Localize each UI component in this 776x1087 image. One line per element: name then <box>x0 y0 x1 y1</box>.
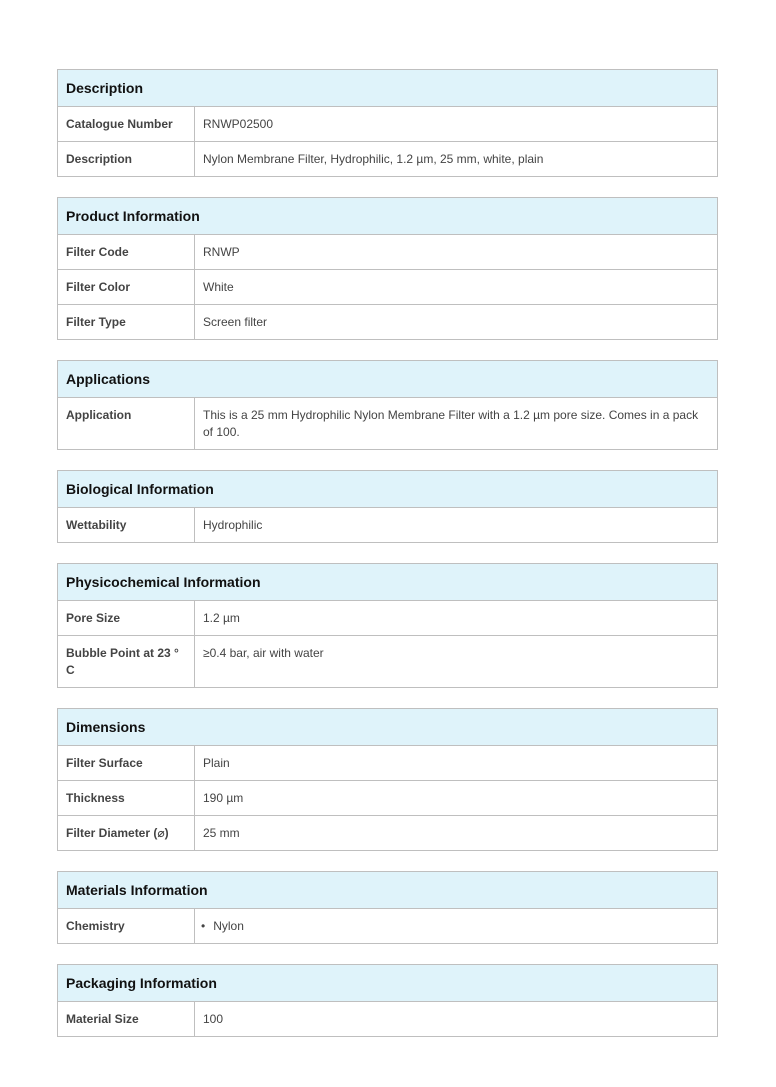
section-title: Applications <box>58 361 717 398</box>
row-label: Filter Type <box>58 305 195 339</box>
table-row <box>58 909 717 943</box>
row-value: 25 mm <box>203 826 240 840</box>
table-row <box>58 746 717 781</box>
table-row <box>58 270 717 305</box>
row-value: Hydrophilic <box>203 518 263 532</box>
bullet-icon: • <box>201 919 206 933</box>
row-label: Filter Diameter (⌀) <box>58 816 195 850</box>
section-title: Materials Information <box>58 872 717 909</box>
section-biological-information <box>57 470 718 543</box>
row-label: Thickness <box>58 781 195 815</box>
section-title: Physicochemical Information <box>58 564 717 601</box>
row-value-list <box>195 909 717 943</box>
table-row <box>58 235 717 270</box>
section-title: Dimensions <box>58 709 717 746</box>
section-packaging-information <box>57 964 718 1037</box>
row-value: RNWP <box>203 245 240 259</box>
table-row <box>58 508 717 542</box>
row-label: Filter Surface <box>58 746 195 780</box>
table-row <box>58 781 717 816</box>
row-label: Filter Code <box>58 235 195 269</box>
row-value: White <box>203 280 234 294</box>
section-applications <box>57 360 718 450</box>
table-row <box>58 142 717 176</box>
section-description <box>57 69 718 177</box>
row-label: Catalogue Number <box>58 107 195 141</box>
row-value: This is a 25 mm Hydrophilic Nylon Membrane Filter with a 1.2 µm pore size. Comes in a pack of 100. <box>203 408 699 439</box>
section-materials-information <box>57 871 718 944</box>
section-product-information <box>57 197 718 340</box>
row-value: Plain <box>203 756 230 770</box>
table-row <box>58 601 717 636</box>
row-label: Wettability <box>58 508 195 542</box>
row-value: 100 <box>203 1012 224 1026</box>
row-value: ≥0.4 bar, air with water <box>203 646 324 660</box>
section-title: Description <box>58 70 717 107</box>
table-row <box>58 1002 717 1036</box>
row-label: Application <box>58 398 195 449</box>
section-physicochemical-information <box>57 563 718 688</box>
row-value: 190 µm <box>203 791 244 805</box>
section-title: Packaging Information <box>58 965 717 1002</box>
list-item: Nylon <box>213 919 244 933</box>
row-value: RNWP02500 <box>203 117 274 131</box>
row-label: Bubble Point at 23 ° C <box>58 636 195 687</box>
spec-sections <box>57 69 718 1057</box>
row-value: 1.2 µm <box>203 611 240 625</box>
row-label: Filter Color <box>58 270 195 304</box>
row-value: Screen filter <box>203 315 268 329</box>
row-label: Description <box>58 142 195 176</box>
row-label: Pore Size <box>58 601 195 635</box>
table-row <box>58 636 717 687</box>
section-dimensions <box>57 708 718 851</box>
table-row <box>58 816 717 850</box>
table-row <box>58 107 717 142</box>
row-label: Material Size <box>58 1002 195 1036</box>
row-value: Nylon Membrane Filter, Hydrophilic, 1.2 µm, 25 mm, white, plain <box>203 152 544 166</box>
section-title: Product Information <box>58 198 717 235</box>
section-title: Biological Information <box>58 471 717 508</box>
table-row <box>58 305 717 339</box>
row-label: Chemistry <box>58 909 195 943</box>
table-row <box>58 398 717 449</box>
